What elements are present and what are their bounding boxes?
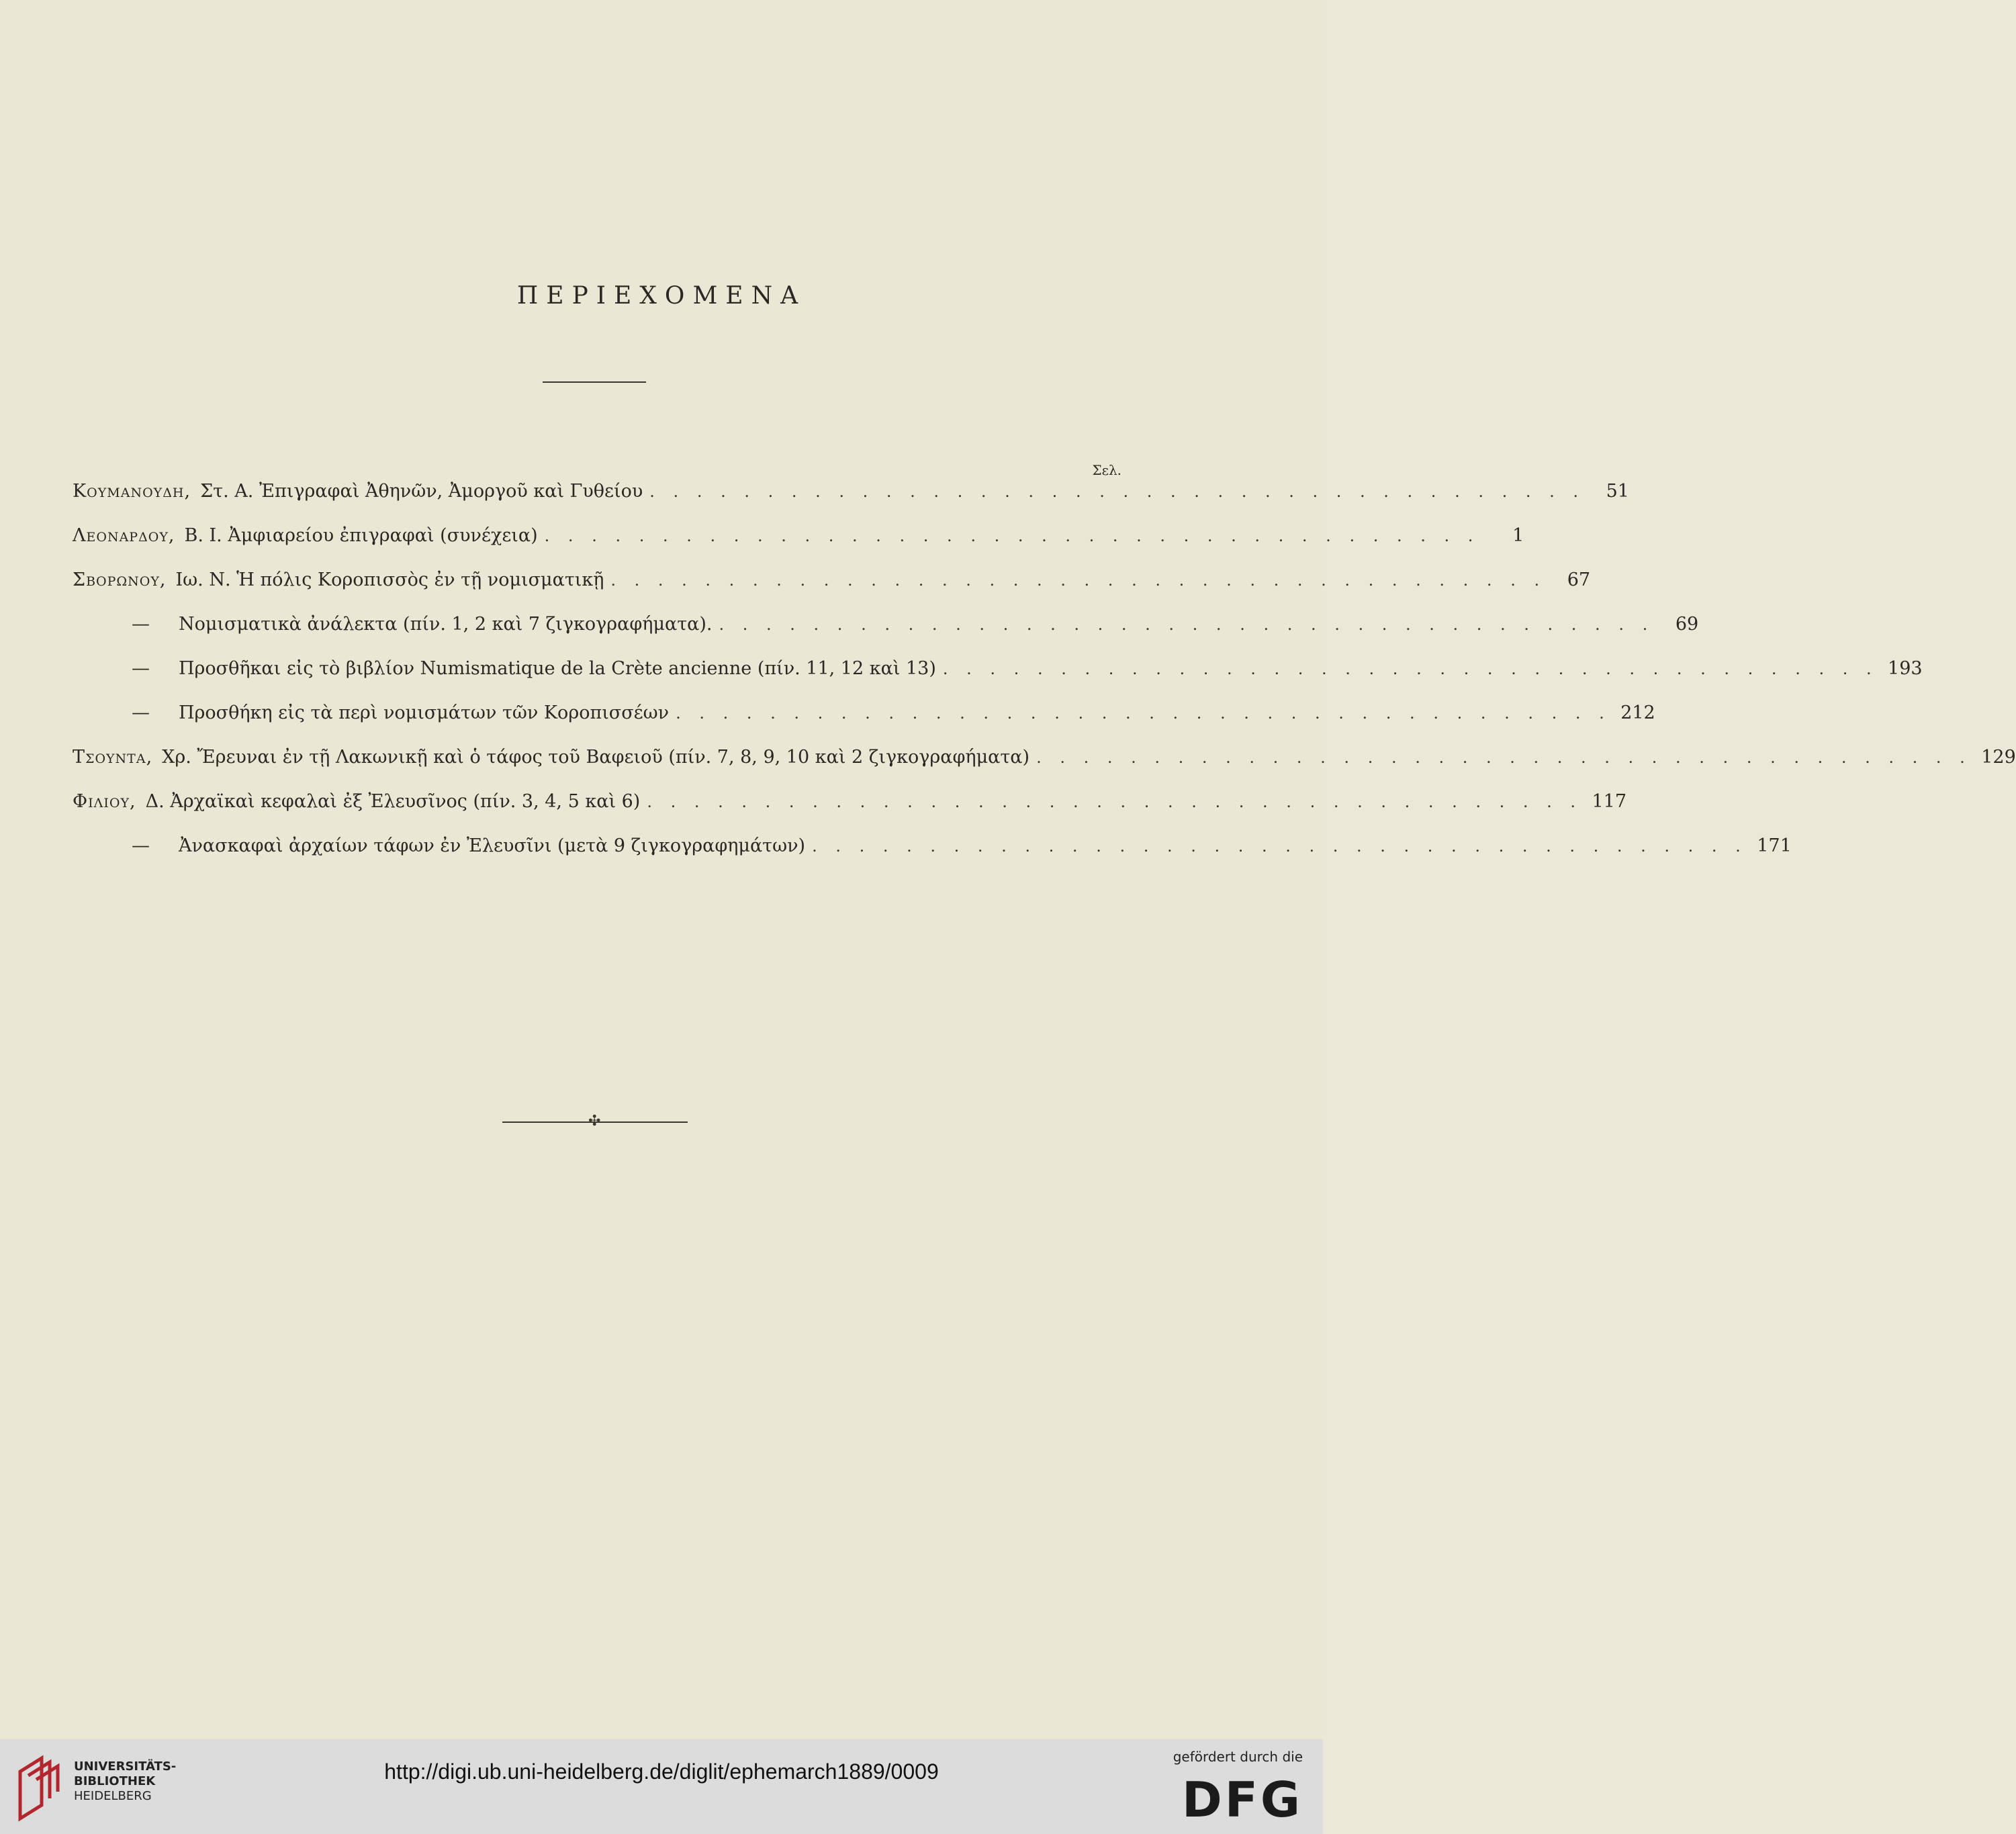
- funding-note: gefördert durch die: [1173, 1749, 1303, 1765]
- contents-entry: [73, 747, 2016, 791]
- contents-entry: [73, 614, 1699, 658]
- contents-entry: [73, 658, 1923, 702]
- entry-title: Νομισματικὰ ἀνάλεκτα (πίν. 1, 2 καὶ 7 ζιγκογραφήματα).: [179, 614, 713, 635]
- library-name-line3: HEIDELBERG: [74, 1789, 152, 1803]
- library-name-line2: BIBLIOTHEK: [74, 1774, 156, 1788]
- entry-title: Ἀνασκαφαὶ ἀρχαίων τάφων ἐν Ἐλευσῖνι (μετὰ 9 ζιγκογραφημάτων): [179, 835, 806, 856]
- contents-entry: [73, 835, 1792, 880]
- entry-title: Ιω. Ν. Ἡ πόλις Κοροπισσὸς ἐν τῇ νομισματικῇ: [175, 569, 604, 590]
- page-title: ΠΕΡΙΕΧΟΜΕΝΑ: [516, 282, 807, 310]
- source-url[interactable]: http://digi.ub.uni-heidelberg.de/diglit/ephemarch1889/0009: [384, 1759, 939, 1784]
- contents-entry: [73, 481, 1629, 525]
- entry-page: 193: [1888, 658, 1923, 679]
- entry-page: 69: [1675, 614, 1699, 635]
- entry-dash: —: [132, 614, 150, 635]
- dot-leader: . . . . . . . . . . . . . . . . . . . . . . . . . . . . . . . . . . . . . . . .: [942, 659, 1878, 678]
- contents-entry: [73, 702, 1655, 747]
- entry-page: 51: [1606, 481, 1629, 502]
- entry-dash: —: [132, 658, 150, 679]
- entry-title: Β. Ι. Ἀμφιαρείου ἐπιγραφαὶ (συνέχεια): [184, 525, 538, 546]
- library-name-line1: UNIVERSITÄTS-: [74, 1759, 177, 1774]
- ornament-icon: ✣: [588, 1113, 601, 1130]
- contents-entry: [73, 525, 1524, 569]
- entry-page: 171: [1757, 835, 1792, 856]
- dot-leader: . . . . . . . . . . . . . . . . . . . . . . . . . . . . . . . . . . . . . . . .: [812, 837, 1747, 856]
- entry-author: Κουμανουδη,: [73, 481, 191, 502]
- dot-leader: . . . . . . . . . . . . . . . . . . . . . . . . . . . . . . . . . . . . . . . .: [676, 704, 1611, 723]
- entry-author: Φιλιου,: [73, 791, 136, 812]
- dot-leader: . . . . . . . . . . . . . . . . . . . . . . . . . . . . . . . . . . . . . . . .: [610, 571, 1547, 590]
- contents-entry: [73, 569, 1591, 614]
- page-column-label: Σελ.: [1092, 462, 1121, 478]
- contents-list: [73, 481, 2016, 880]
- entry-title: Στ. Α. Ἐπιγραφαὶ Ἀθηνῶν, Ἀμοργοῦ καὶ Γυθείου: [200, 481, 643, 502]
- contents-entry: [73, 791, 1627, 835]
- entry-author: Σβορωνου,: [73, 569, 167, 590]
- entry-title: Προσθήκη εἰς τὰ περὶ νομισμάτων τῶν Κοροπισσέων: [179, 702, 670, 723]
- title-rule: [543, 381, 646, 383]
- dot-leader: . . . . . . . . . . . . . . . . . . . . . . . . . . . . . . . . . . . . . . . .: [544, 526, 1480, 545]
- dot-leader: . . . . . . . . . . . . . . . . . . . . . . . . . . . . . . . . . . . . . . . .: [1036, 748, 1972, 767]
- entry-page: 67: [1567, 569, 1591, 590]
- entry-title: Προσθῆκαι εἰς τὸ βιβλίον Numismatique de la Crète ancienne (πίν. 11, 12 καὶ 13): [179, 658, 936, 679]
- dot-leader: . . . . . . . . . . . . . . . . . . . . . . . . . . . . . . . . . . . . . . . .: [719, 615, 1655, 634]
- entry-author: Τσουντα,: [73, 747, 153, 768]
- entry-page: 117: [1592, 791, 1627, 812]
- dfg-logo: DFG: [1181, 1772, 1303, 1828]
- entry-page: 212: [1620, 702, 1655, 723]
- footer-bar: [0, 1739, 1323, 1834]
- entry-page: 1: [1512, 525, 1524, 546]
- entry-author: Λεοναρδου,: [73, 525, 175, 546]
- entry-dash: —: [132, 702, 150, 723]
- dot-leader: . . . . . . . . . . . . . . . . . . . . . . . . . . . . . . . . . . . . . . . .: [649, 482, 1585, 501]
- dot-leader: . . . . . . . . . . . . . . . . . . . . . . . . . . . . . . . . . . . . . . . .: [647, 792, 1583, 811]
- entry-page: 129: [1981, 747, 2016, 768]
- entry-dash: —: [132, 835, 150, 856]
- entry-title: Χρ. Ἔρευναι ἐν τῇ Λακωνικῇ καὶ ὁ τάφος τοῦ Βαφειοῦ (πίν. 7, 8, 9, 10 καὶ 2 ζιγκογραφήματα): [162, 747, 1030, 768]
- entry-title: Δ. Ἀρχαϊκαὶ κεφαλαὶ ἐξ Ἐλευσῖνος (πίν. 3, 4, 5 καὶ 6): [145, 791, 641, 812]
